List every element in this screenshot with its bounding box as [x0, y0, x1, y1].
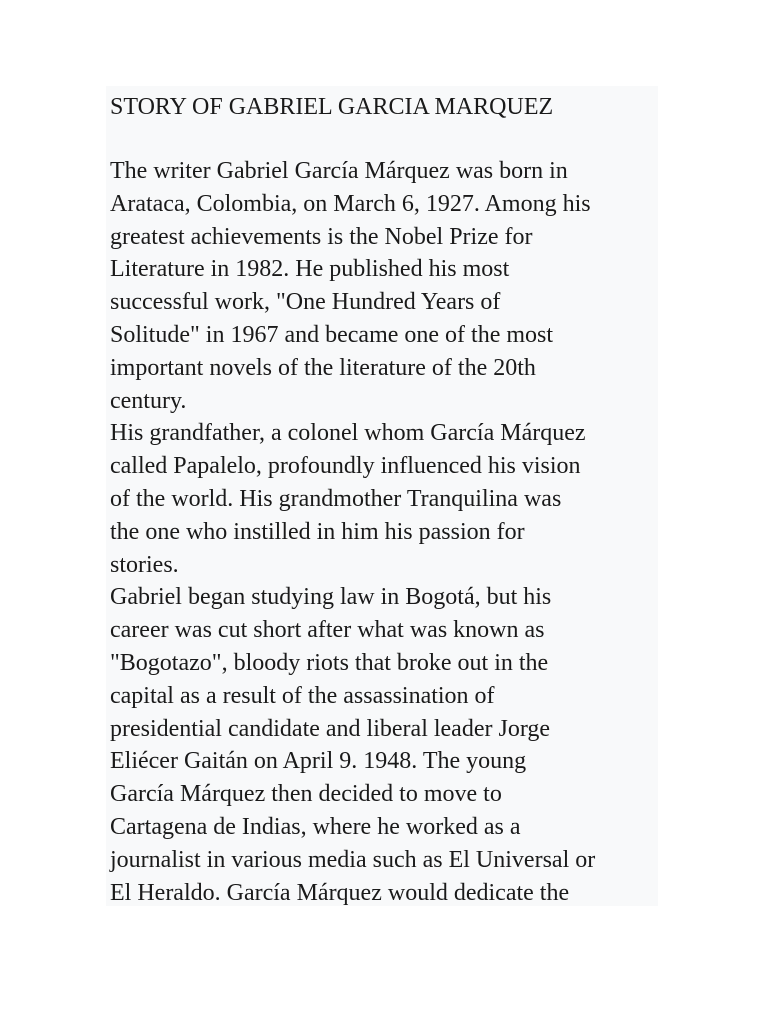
text-line: "Bogotazo", bloody riots that broke out in the [110, 649, 549, 676]
text-line: Literature in 1982. He published his most [110, 256, 510, 283]
text-line: The writer Gabriel García Márquez was born in [110, 158, 568, 184]
text-line: successful work, "One Hundred Years of [110, 289, 501, 316]
text-line: journalist in various media such as El Universal or [110, 846, 596, 873]
text-block [106, 86, 658, 906]
text-line: called Papalelo, profoundly influenced his vision [110, 453, 581, 480]
text-line: Eliécer Gaitán on April 9. 1948. The young [110, 748, 527, 775]
text-line: El Heraldo. García Márquez would dedicate the [110, 879, 570, 906]
text-line: Arataca, Colombia, on March 6, 1927. Among his [110, 190, 591, 217]
text-line: stories. [110, 551, 179, 578]
text-line: century. [110, 387, 187, 414]
text-line: capital as a result of the assassination of [110, 682, 495, 709]
text-line: García Márquez then decided to move to [110, 781, 502, 808]
text-line: Gabriel began studying law in Bogotá, but his [110, 584, 552, 611]
text-line: important novels of the literature of the 20th [110, 354, 536, 381]
text-line: career was cut short after what was known as [110, 617, 545, 644]
text-line: the one who instilled in him his passion for [110, 518, 525, 545]
document-title: STORY OF GABRIEL GARCIA MARQUEZ [110, 94, 554, 120]
text-line: His grandfather, a colonel whom García Márquez [110, 420, 586, 447]
text-line: Solitude" in 1967 and became one of the most [110, 321, 554, 348]
text-line: Cartagena de Indias, where he worked as a [110, 813, 521, 840]
text-line: of the world. His grandmother Tranquilina was [110, 485, 562, 512]
text-line: greatest achievements is the Nobel Prize for [110, 223, 533, 250]
text-line: presidential candidate and liberal leader Jorge [110, 715, 551, 742]
document-body [110, 155, 658, 906]
